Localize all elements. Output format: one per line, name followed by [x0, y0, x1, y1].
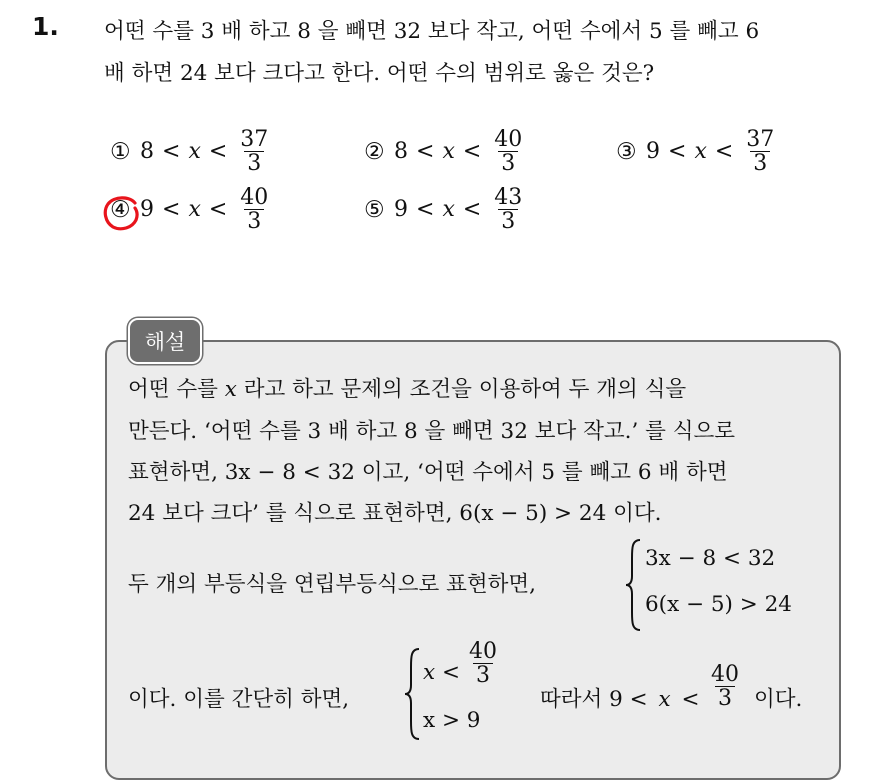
choice-3-number: ③	[616, 138, 637, 165]
explanation-line-3: 표현하면, 3x − 8 < 32 이고, ‘어떤 수에서 5 를 빼고 6 배 하면	[128, 460, 728, 485]
choice-2[interactable]	[364, 128, 525, 175]
choice-1-fraction	[237, 128, 271, 175]
explanation-line-1-b: 라고 하고 문제의 조건을 이용하여 두 개의 식을	[236, 377, 687, 402]
choice-4-sign-left: <	[162, 197, 181, 223]
choice-4-sign-right: <	[208, 197, 228, 223]
choice-1-numerator: 37	[240, 127, 269, 152]
choice-5-numerator: 43	[494, 185, 523, 210]
conclusion-var: x	[658, 687, 671, 712]
choice-2-sign-right: <	[462, 139, 482, 165]
choice-3-denominator: 3	[750, 151, 770, 175]
choice-2-number: ②	[364, 138, 385, 165]
question-text-line-1: 어떤 수를 3 배 하고 8 을 빼면 32 보다 작고, 어떤 수에서 5 를 빼고 6	[104, 19, 760, 44]
choice-3-lower: 9	[646, 139, 660, 165]
choice-5-lower: 9	[394, 197, 408, 223]
choice-3-numerator: 37	[746, 127, 775, 152]
conclusion-text-a: 따라서 9 <	[540, 687, 648, 712]
choice-3[interactable]	[616, 128, 777, 175]
choice-1-var: x	[188, 139, 201, 165]
choice-1-sign-left: <	[162, 139, 181, 165]
system-2-top-fraction	[466, 640, 500, 687]
choice-3-sign-left: <	[668, 139, 687, 165]
choice-4-number: ④	[110, 196, 131, 223]
question-text-line-2: 배 하면 24 보다 크다고 한다. 어떤 수의 범위로 옳은 것은?	[104, 61, 655, 86]
choice-5[interactable]	[364, 186, 525, 233]
system-1-top: 3x − 8 < 32	[645, 546, 776, 571]
answer-mark-circle-icon	[102, 194, 142, 232]
conclusion-b: 이다.	[754, 687, 803, 712]
conclusion-sign: <	[681, 687, 700, 712]
system-2-top-left	[423, 660, 460, 685]
explanation-tag: 해설	[128, 318, 202, 364]
system-2-top-var: x	[423, 660, 436, 685]
explanation-line-4: 24 보다 크다’ 를 식으로 표현하면, 6(x − 5) > 24 이다.	[128, 501, 662, 526]
brace-2-icon	[403, 647, 421, 741]
choice-1[interactable]	[110, 128, 271, 175]
choice-5-fraction	[491, 186, 525, 233]
conclusion-a	[540, 682, 700, 713]
choice-2-denominator: 3	[498, 151, 518, 175]
choice-4-fraction	[237, 186, 271, 233]
conclusion-numerator: 40	[711, 662, 739, 687]
choice-1-number: ①	[110, 138, 131, 165]
question-number: 1.	[32, 12, 59, 41]
system-2-top-denominator: 3	[473, 663, 493, 687]
explanation-line-6: 이다. 이를 간단히 하면,	[128, 687, 350, 712]
system-2-bottom: x > 9	[423, 708, 481, 733]
system-1-bottom: 6(x − 5) > 24	[645, 592, 792, 617]
conclusion-denominator: 3	[715, 686, 735, 710]
choice-3-fraction	[743, 128, 777, 175]
choice-1-sign-right: <	[208, 139, 228, 165]
brace-1-icon	[624, 538, 642, 632]
choice-3-var: x	[694, 139, 707, 165]
choice-4-var: x	[188, 197, 201, 223]
choice-2-sign-left: <	[416, 139, 435, 165]
explanation-line-5: 두 개의 부등식을 연립부등식으로 표현하면,	[128, 572, 537, 597]
choice-2-fraction	[491, 128, 525, 175]
system-2-top-numerator: 40	[469, 639, 497, 664]
choice-4-lower: 9	[140, 197, 154, 223]
choice-1-denominator: 3	[244, 151, 264, 175]
explanation-line-1-var: x	[224, 377, 237, 402]
choice-1-lower: 8	[140, 139, 154, 165]
choice-5-var: x	[442, 197, 455, 223]
system-2-top-sign: <	[441, 660, 460, 685]
choice-4-denominator: 3	[244, 209, 264, 233]
choice-2-var: x	[442, 139, 455, 165]
choice-5-denominator: 3	[498, 209, 518, 233]
conclusion-fraction	[708, 663, 742, 710]
explanation-line-1	[128, 372, 686, 403]
choice-5-sign-left: <	[416, 197, 435, 223]
choice-3-sign-right: <	[714, 139, 734, 165]
explanation-line-2: 만든다. ‘어떤 수를 3 배 하고 8 을 빼면 32 보다 작고.’ 를 식으로	[128, 419, 736, 444]
choice-5-sign-right: <	[462, 197, 482, 223]
explanation-line-1-a: 어떤 수를	[128, 377, 225, 402]
choice-4-numerator: 40	[240, 185, 269, 210]
choice-5-number: ⑤	[364, 196, 385, 223]
choice-2-numerator: 40	[494, 127, 523, 152]
choice-2-lower: 8	[394, 139, 408, 165]
